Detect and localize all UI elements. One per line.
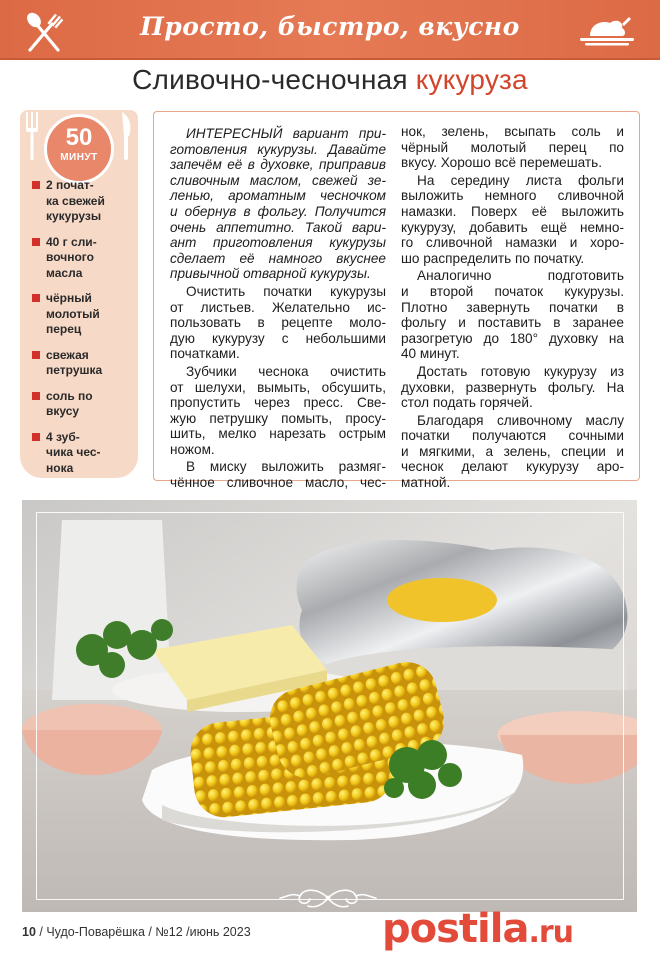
text-line: чённое сливочное масло, чес-: [170, 475, 386, 491]
knife-icon: [118, 112, 134, 160]
text-line: ленью, ароматным чесночком: [170, 188, 386, 204]
text-line: Достать готовую кукурузу из: [417, 363, 624, 379]
text-line: ножом.: [170, 441, 215, 457]
step-paragraph: [401, 124, 624, 171]
corn-photo-illustration: [22, 500, 637, 912]
cooking-time-badge: [44, 114, 114, 184]
text-line: разогретую до 180° духовку на: [401, 330, 624, 346]
text-line: вкусу. Хорошо всё перемешать.: [401, 155, 602, 171]
header-band: [0, 0, 660, 60]
text-line: жую петрушку помыть, просу-: [170, 410, 386, 426]
recipe-title-main: Сливочно-чесночная: [132, 64, 416, 95]
text-line: дую кукурузу с небольшими: [170, 330, 386, 346]
text-line: кукурузу, добавить ещё немно-: [401, 219, 624, 235]
cooking-time-value: 50: [65, 124, 93, 151]
list-item: 2 почат- ка свежей кукурузы: [32, 178, 132, 225]
step-paragraph: [401, 413, 624, 491]
text-line: пользовать в рецепте моло-: [170, 315, 386, 331]
intro-paragraph: [170, 126, 386, 282]
text-line: матной.: [401, 475, 451, 491]
recipe-column-2: [401, 124, 624, 491]
text-line: сделает её намного вкуснее: [170, 250, 386, 266]
bullet-square-icon: [32, 433, 40, 441]
list-item: свежая петрушка: [32, 348, 132, 379]
page-footer: [22, 925, 251, 939]
text-line: духовки, развернуть фольгу. На: [401, 379, 624, 395]
recipe-column-1: [170, 124, 386, 491]
step-paragraph: [401, 364, 624, 411]
bullet-square-icon: [32, 181, 40, 189]
list-item: 4 зуб- чика чес- нока: [32, 430, 132, 477]
step-paragraph: [170, 284, 386, 362]
text-line: шить, мелко нарезать острым: [170, 426, 386, 442]
recipe-title-accent: кукуруза: [415, 64, 528, 95]
watermark-tld: .ru: [528, 915, 574, 950]
text-line: фольгу и поставить в заранее: [401, 315, 624, 331]
text-line: чёрный молотый перец по: [401, 139, 624, 155]
text-line: початки получаются сочными: [401, 428, 624, 444]
text-line: и обернув в фольгу. Получится: [170, 203, 386, 219]
text-line: шо распределить по початку.: [401, 250, 585, 266]
list-item: чёрный молотый перец: [32, 291, 132, 338]
text-line: ИНТЕРЕСНЫЙ вариант при-: [186, 126, 386, 141]
text-line: Очистить початки кукурузы: [186, 283, 386, 299]
text-line: от шелухи, вымыть, обсушить,: [170, 379, 386, 395]
flourish-ornament-icon: [278, 884, 378, 912]
text-line: привычной отварной кукурузы.: [170, 266, 371, 282]
bullet-square-icon: [32, 351, 40, 359]
text-line: от листьев. Желательно ис-: [170, 299, 386, 315]
corn-photo: [22, 500, 637, 912]
text-line: В миску выложить размяг-: [186, 459, 386, 475]
list-item: 40 г сли- вочного масла: [32, 235, 132, 282]
text-line: На середину листа фольги: [417, 172, 624, 188]
watermark-name: postila: [382, 906, 529, 952]
text-line: Плотно завернуть початки в: [401, 299, 624, 315]
roast-dish-icon: [576, 14, 638, 50]
cooking-time-unit: МИНУТ: [60, 152, 98, 163]
text-line: Зубчики чеснока очистить: [186, 363, 386, 379]
text-line: Благодаря сливочному маслу: [417, 412, 624, 428]
recipe-title: [0, 64, 660, 96]
text-line: стол подать горячей.: [401, 395, 533, 411]
text-line: пропустить через пресс. Све-: [170, 395, 386, 411]
text-line: выложить немного сливочной: [401, 188, 624, 204]
postila-watermark[interactable]: [382, 906, 573, 952]
fork-icon: [24, 112, 40, 160]
text-line: и второй початок кукурузы.: [401, 283, 624, 299]
magazine-issue: Чудо-Поварёшка / №12 /июнь 2023: [46, 925, 251, 939]
footer-separator: /: [35, 925, 47, 939]
text-line: Аналогично подготовить: [417, 268, 624, 284]
text-line: и мягкими, а зелень, специи и: [401, 443, 624, 459]
step-paragraph: [401, 268, 624, 362]
text-line: намазки. Поверх её выложить: [401, 203, 624, 219]
text-line: готовления кукурузы. Давайте: [170, 141, 386, 157]
step-paragraph: [401, 173, 624, 267]
bullet-square-icon: [32, 294, 40, 302]
header-slogan: Просто, быстро, вкусно: [140, 12, 520, 41]
step-paragraph: [170, 459, 386, 490]
ingredients-list: [32, 178, 132, 486]
bullet-square-icon: [32, 392, 40, 400]
step-paragraph: [170, 364, 386, 458]
text-line: го сливочной намазки и хоро-: [401, 235, 624, 251]
list-item: соль по вкусу: [32, 389, 132, 420]
text-line: 40 минут.: [401, 346, 460, 362]
text-line: чеснок делают кукурузу аро-: [401, 459, 624, 475]
text-line: сливочным маслом, свежей зе-: [170, 172, 386, 188]
text-line: запечём её в духовке, приправив: [170, 157, 386, 173]
text-line: початками.: [170, 346, 240, 362]
text-line: очень аппетитно. Такой вари-: [170, 219, 386, 235]
text-line: ант приготовления кукурузы: [170, 235, 386, 251]
bullet-square-icon: [32, 238, 40, 246]
page-number: 10: [22, 925, 36, 939]
text-line: нок, зелень, всыпать соль и: [401, 124, 624, 139]
